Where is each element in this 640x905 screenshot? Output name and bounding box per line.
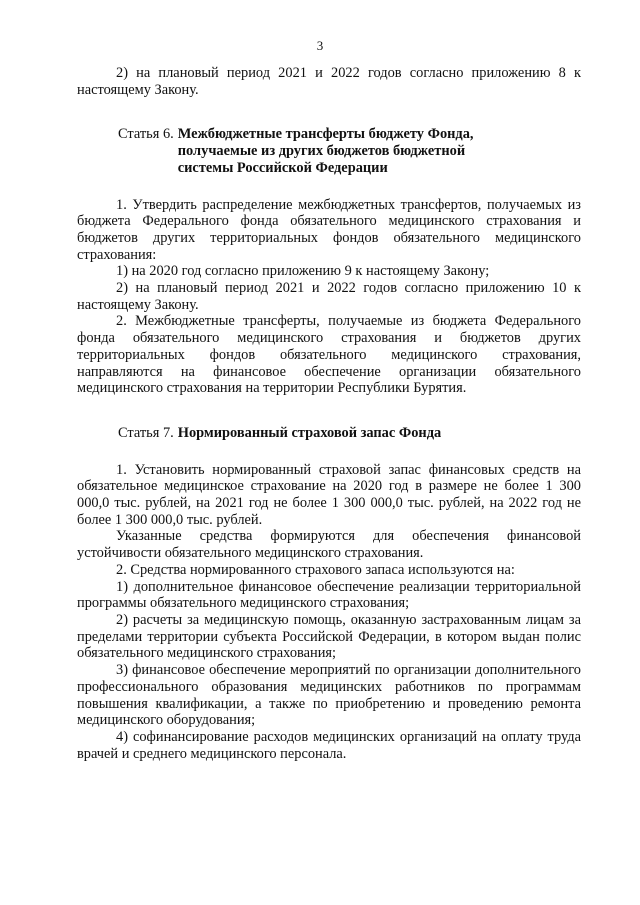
article-6-paragraph: 2) на плановый период 2021 и 2022 годов согласно приложению 10 к настоящему Закону. bbox=[77, 280, 581, 313]
article-7-paragraph: 2) расчеты за медицинскую помощь, оказанную застрахованным лицам за пределами территории субъекта Российской Федерации, в котором выдан полис обязательного медицинского страхования; bbox=[77, 611, 581, 662]
document-body bbox=[77, 65, 581, 762]
article-6-paragraph: 2. Межбюджетные трансферты, получаемые из бюджета Федерального фонда обязательного медицинского страхования и бюджетов других территориальных фондов обязательного медицинского страхования, направляются на финансовое обеспечение организации обязательного медицинского страхования на территории Республики Бурятия. bbox=[77, 313, 581, 397]
article-7-paragraph: 3) финансовое обеспечение мероприятий по организации дополнительного профессионального образования медицинских работников по программам повышения квалификации, а также по приобретению и проведению ремонта медицинского оборудования; bbox=[77, 662, 581, 729]
article-6-paragraph: 1) на 2020 год согласно приложению 9 к настоящему Закону; bbox=[116, 263, 490, 280]
page-number: 3 bbox=[316, 38, 324, 53]
article-6-title-line: системы Российской Федерации bbox=[177, 159, 388, 176]
article-7-paragraph: 1) дополнительное финансовое обеспечение реализации территориальной программы обязательного медицинского страхования; bbox=[77, 578, 581, 612]
article-6-title-line: Межбюджетные трансферты бюджету Фонда, bbox=[177, 126, 474, 143]
article-7-paragraph: Указанные средства формируются для обеспечения финансовой устойчивости обязательного медицинского страхования. bbox=[77, 528, 581, 562]
article-7-paragraph: 2. Средства нормированного страхового запаса используются на: bbox=[116, 561, 515, 578]
article-6-label: Статья 6. bbox=[118, 126, 174, 143]
article-7-heading bbox=[77, 425, 581, 442]
article-6-title bbox=[174, 126, 474, 176]
intro-paragraph: 2) на плановый период 2021 и 2022 годов согласно приложению 8 к настоящему Закону. bbox=[77, 65, 581, 98]
article-7-label: Статья 7. bbox=[118, 424, 174, 441]
article-7-title: Нормированный страховой запас Фонда bbox=[177, 424, 442, 441]
article-6-paragraph: 1. Утвердить распределение межбюджетных трансфертов, получаемых из бюджета Федерального фонда обязательного медицинского страхования и бюджетов других территориальных фондов обязательного медицинского страхования: bbox=[77, 196, 581, 263]
article-7-paragraph: 4) софинансирование расходов медицинских организаций на оплату труда врачей и среднего медицинского персонала. bbox=[77, 728, 581, 762]
article-6-title-line: получаемые из других бюджетов бюджетной bbox=[177, 143, 466, 160]
article-7-paragraph: 1. Установить нормированный страховой запас финансовых средств на обязательное медицинское страхование на 2020 год в размере не более 1 300 000,0 тыс. рублей, на 2021 год не более 1 300 000,0 тыс. рублей, на 2022 год не более 1 300 000,0 тыс. рублей. bbox=[77, 461, 581, 528]
article-6-heading bbox=[77, 126, 581, 176]
